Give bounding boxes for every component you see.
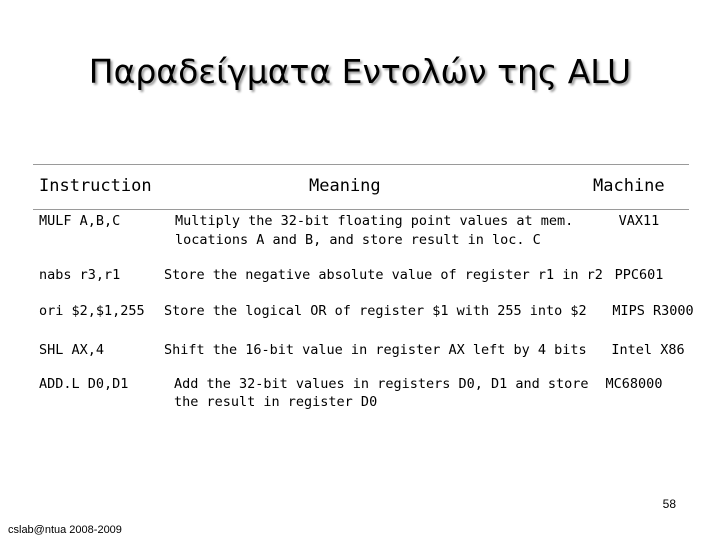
row-meaning: Store the logical OR of register $1 with 255 into $2	[164, 303, 587, 319]
header-instruction: Instruction	[39, 176, 152, 196]
row-instruction: ori $2,$1,255	[39, 303, 145, 319]
page-number: 58	[662, 497, 676, 511]
row-machine: Intel X86	[611, 342, 685, 358]
table-row	[33, 266, 689, 302]
table-row	[33, 375, 689, 423]
row-meaning: Store the negative absolute value of register r1 in r2	[164, 267, 603, 283]
table-row	[33, 341, 689, 375]
table-row	[33, 210, 689, 266]
instruction-table	[33, 164, 694, 423]
row-meaning: Multiply the 32-bit floating point values at mem. locations A and B, and store result in loc. C	[175, 213, 574, 248]
row-instruction: ADD.L D0,D1	[39, 376, 129, 392]
footer-text: cslab@ntua 2008-2009	[8, 524, 122, 536]
row-meaning: Shift the 16-bit value in register AX left by 4 bits	[164, 342, 587, 358]
table-row	[33, 302, 694, 341]
header-meaning: Meaning	[309, 176, 381, 196]
row-instruction: MULF A,B,C	[39, 213, 121, 229]
row-machine: MC68000	[605, 376, 663, 392]
slide-title: Παραδείγματα Εντολών της ALU	[88, 52, 632, 91]
row-instruction: SHL AX,4	[39, 342, 105, 358]
row-meaning: Add the 32-bit values in registers D0, D1 and store the result in register D0	[174, 376, 589, 410]
row-machine: PPC601	[614, 267, 664, 283]
header-machine: Machine	[593, 176, 665, 196]
row-instruction: nabs r3,r1	[39, 267, 121, 283]
row-machine: MIPS R3000	[612, 303, 694, 319]
row-machine: VAX11	[618, 213, 660, 229]
table-header	[33, 164, 689, 210]
